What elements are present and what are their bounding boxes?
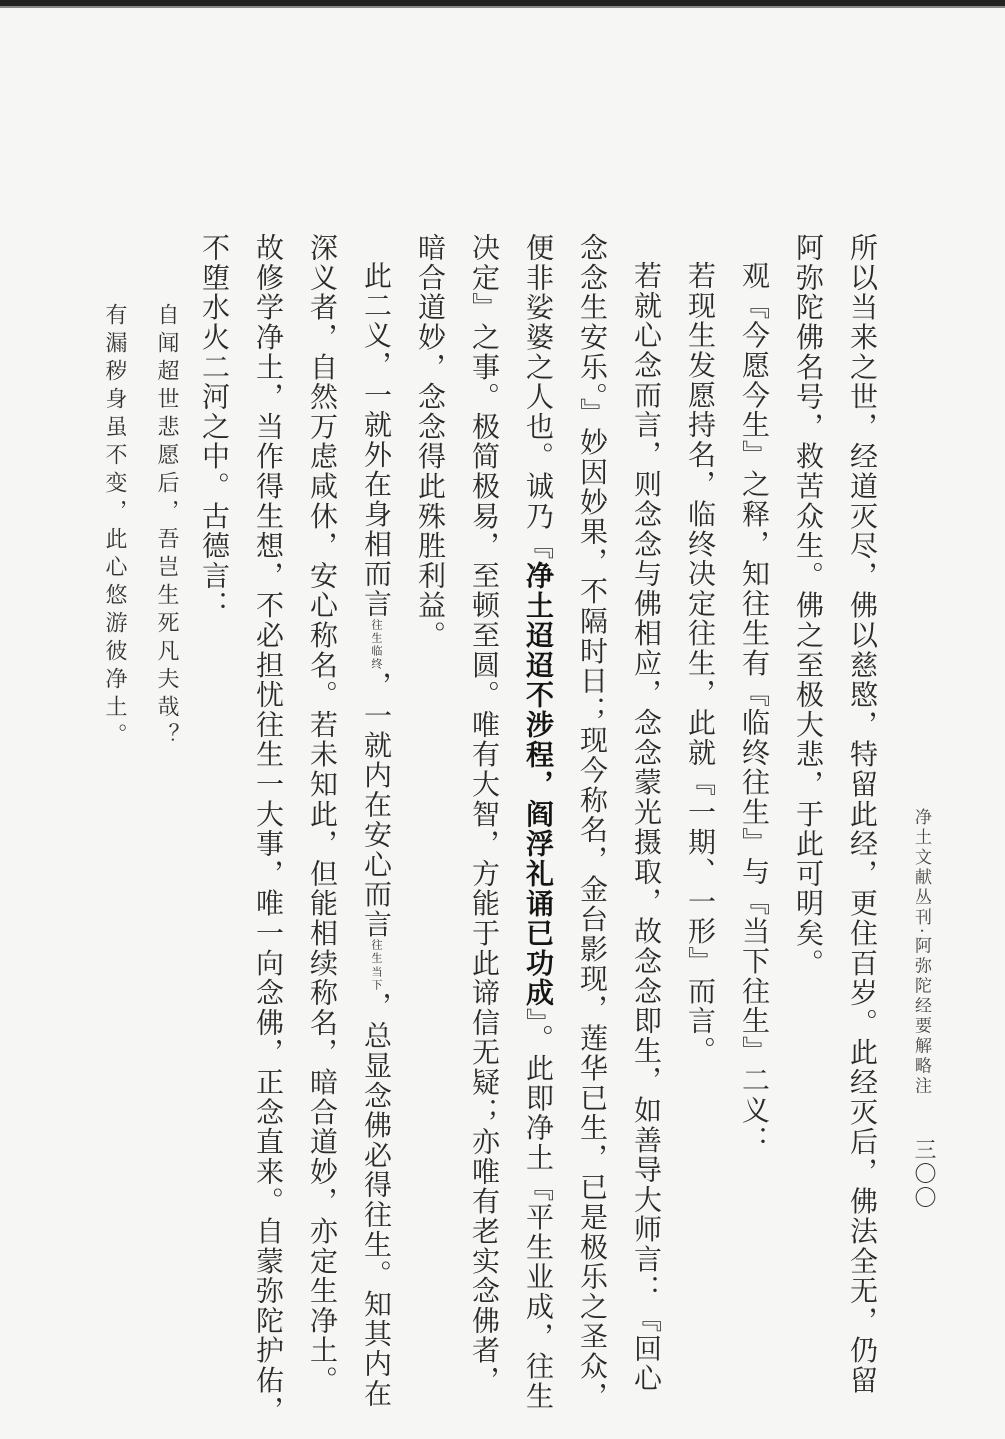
inline-note-1-right: 临终 — [370, 645, 383, 671]
text-column-7-end: 』。此即净土『平生业成，往生 — [522, 1007, 555, 1412]
inline-note-1 — [371, 619, 382, 671]
text-column-7 — [522, 233, 555, 1412]
text-column-3: 观『今愿今生』之释，知往生有『临终往生』与『当下往生』二义： — [738, 261, 771, 1155]
inline-note-2 — [371, 939, 382, 991]
verse-line-2: 有漏秽身虽不变，此心悠游彼净土。 — [102, 303, 127, 751]
text-column-5: 若就心念而言，则念念与佛相应，念念蒙光摄取，故念念即生，如善导大师言：『回心 — [630, 261, 663, 1394]
inline-note-1-left: 往生 — [370, 618, 383, 645]
text-column-9: 暗合道妙，念念得此殊胜利益。 — [414, 233, 447, 651]
text-column-10-part-c: ，总显念佛必得往生。知其内在 — [360, 991, 393, 1409]
text-column-2: 阿弥陀佛名号，救苦众生。佛之至极大悲，于此可明矣。 — [792, 233, 825, 978]
text-column-4: 若现生发愿持名，临终决定往生，此就『一期、一形』而言。 — [684, 261, 717, 1066]
text-column-8: 决定』之事。极简极易，至顿至圆。唯有大智，方能于此谛信无疑；亦唯有老实念佛者， — [468, 233, 501, 1396]
text-column-12: 故修学净土，当作得生想，不必担忧往生一大事，唯一向念佛，正念直来。自蒙弥陀护佑， — [252, 233, 285, 1425]
text-column-1: 所以当来之世，经道灭尽，佛以慈愍，特留此经，更住百岁。此经灭后，佛法全无，仍留 — [846, 233, 879, 1396]
running-header: 净土文献丛刊·阿弥陀经要解略注 — [911, 808, 931, 1097]
text-column-10-part-b: ，一就内在安心而言 — [360, 670, 393, 940]
text-column-13: 不堕水火二河之中。古德言： — [198, 233, 231, 621]
top-border-shadow — [0, 6, 1005, 8]
inline-note-2-left: 往生 — [370, 939, 383, 965]
page-number: 三〇〇 — [911, 1138, 936, 1210]
verse-line-1: 自闻超世悲愿后，吾岂生死凡夫哉？ — [154, 303, 179, 751]
text-column-11: 深义者，自然万虑咸休，安心称名。若未知此，但能相续称名，暗合道妙，亦定生净土。 — [306, 233, 339, 1396]
quoted-verse-bold: 净土迢迢不涉程，阎浮礼诵已功成 — [522, 560, 555, 1008]
text-column-10 — [360, 261, 393, 1409]
inline-note-2-right: 当下 — [370, 965, 383, 992]
text-column-7-start: 便非娑婆之人也。诚乃『 — [522, 233, 555, 561]
text-column-6: 念念生安乐。』妙因妙果，不隔时日；现今称名，金台影现，莲华已生，已是极乐之圣众， — [576, 233, 609, 1411]
text-column-10-part-a: 此二义，一就外在身相而言 — [360, 261, 393, 619]
